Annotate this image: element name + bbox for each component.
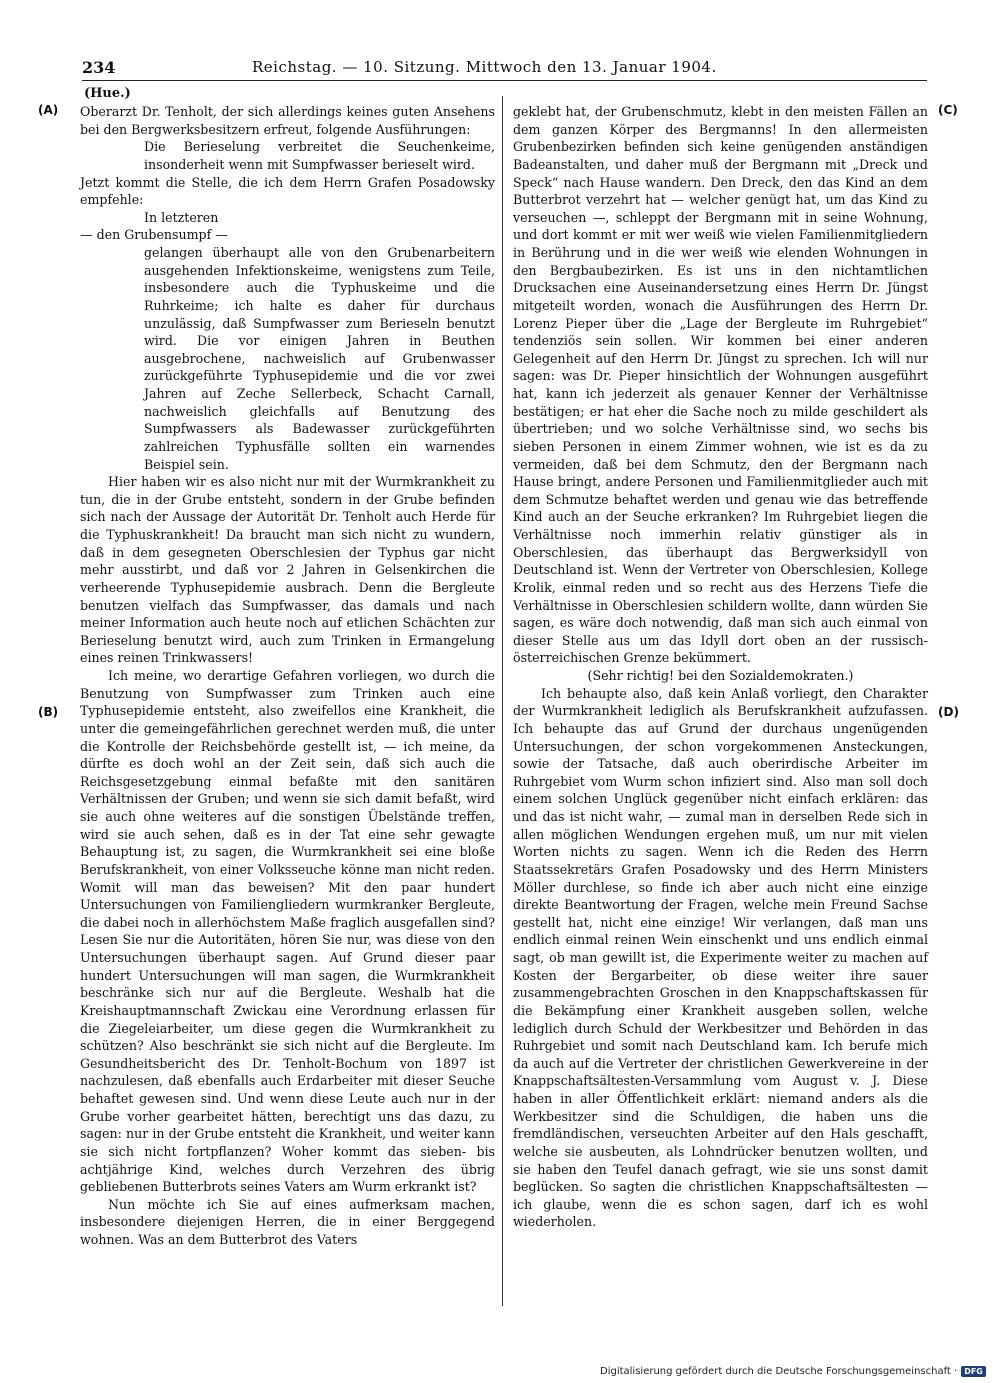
- page-number: 234: [82, 57, 116, 77]
- header-rule: [82, 80, 927, 81]
- right-column: [513, 103, 928, 1231]
- page-header: [82, 56, 998, 78]
- running-title: Reichstag. — 10. Sitzung. Mittwoch den 13. Januar 1904.: [252, 58, 717, 76]
- margin-marker-d: (D): [938, 705, 959, 719]
- footer-credit: [600, 1366, 986, 1377]
- paragraph: In letzteren: [144, 209, 219, 225]
- paragraph: gelangen überhaupt alle von den Grubenarbeitern ausgehenden Infektionskeime, wenigstens zum Teile, insbesondere auch die Typhuskeime und die Ruhrkeime; ich halte es daher für durchaus unzulässig, daß Sumpfwasser zum Berieseln benutzt wird. Die vor einigen Jahren in Beuthen ausgebrochene, nachweislich auf Grubenwasser zurückgeführte Typhusepidemie und die vor zwei Jahren auf Zeche Sellerbeck, Schacht Carnall, nachweislich gleichfalls auf Benutzung des Sumpfwassers als Badewasser zurückgeführten zahlreichen Typhusfälle sollten ein warnendes Beispiel sein.: [144, 245, 495, 472]
- paragraph: Oberarzt Dr. Tenholt, der sich allerdings keines guten Ansehens bei den Bergwerksbesitzern erfreut, folgende Ausführungen:: [80, 104, 495, 137]
- paragraph: Jetzt kommt die Stelle, die ich dem Herrn Grafen Posadowsky empfehle:: [80, 174, 495, 208]
- margin-marker-b: (B): [38, 705, 59, 719]
- speaker-name: (Hue.): [84, 86, 131, 101]
- paragraph: Ich meine, wo derartige Gefahren vorliegen, wo durch die Benutzung von Sumpfwasser zum Trinken auch eine Typhusepidemie entsteht, also zweifellos eine Krankheit, die unter die gemeingefährlichen gerechnet werden muß, die unter die Kontrolle der Reichsbehörde gestellt ist, — ich meine, da dürfte es doch wohl an der Zeit sein, daß sich auch die Reichsgesetzgebung einmal befaßte mit den sanitären Verhältnissen der Gruben; und wenn sie sich damit befaßt, wird sie auch ohne weiteres auf die sonstigen Übelstände treffen, wird sie auch sehen, daß es in der Tat eine sehr gewagte Behauptung ist, zu sagen, die Wurmkrankheit sei eine bloße Berufskrankheit, von einer Volksseuche könne man nicht reden. Womit will man das beweisen? Mit den paar hundert Untersuchungen von Familiengliedern wurmkranker Bergleute, die dabei noch in allerhöchstem Maße fraglich ausgefallen sind? Lesen Sie nur die Autoritäten, hören Sie nur, was diese von den Untersuchungen überhaupt sagen. Auf Grund dieser paar hundert Untersuchungen will man sagen, die Wurmkrankheit beschränke sich nur auf die Bergleute. Weshalb hat die Kreishauptmannschaft Zwickau eine Verordnung erlassen für die Ziegeleiarbeiter, um diese gegen die Wurmkrankheit zu schützen? Also beschränkt sie sich nicht auf die Bergleute. Im Gesundheitsbericht des Dr. Tenholt-Bochum von 1897 ist nachzulesen, daß ebenfalls auch Erdarbeiter mit dieser Seuche behaftet gewesen sind. Und wenn diese Leute auch nur in der Grube vorher gearbeitet hätten, berechtigt uns das dazu, zu sagen: nur in der Grube entsteht die Krankheit, und weiter kann sie sich nicht fortpflanzen? Woher kommt das sieben- bis achtjährige Kind, welches durch Verzehren des übrig gebliebenen Butterbrots seines Vaters am Wurm erkrankt ist?: [80, 668, 495, 1195]
- paragraph: (Sehr richtig! bei den Sozialdemokraten.): [587, 668, 854, 683]
- left-column: [80, 103, 495, 1249]
- paragraph: Ich behaupte also, daß kein Anlaß vorliegt, den Charakter der Wurmkrankheit lediglich als Berufskrankheit aufzufassen. Ich behaupte das auf Grund der durchaus ungenügenden Untersuchungen, der schon vorgekommenen Ansteckungen, sowie der Tatsache, daß auch oberirdische Arbeiter im Ruhrgebiet vom Wurm schon infiziert sind. Also man soll doch einem solchen Unglück gegenüber nicht einfach erklären: das und das ist nicht wahr, — zumal man in derselben Rede sich in allen möglichen Wendungen ergehen muß, um nur mit vielen Worten nichts zu sagen. Wenn ich die Reden des Herrn Staatssekretärs Grafen Posadowsky und des Herrn Ministers Möller durchlese, so finde ich aber auch nicht eine einzige direkte Beantwortung der Fragen, welche mein Freund Sachse gestellt hat, nicht eine einzige! Wir verlangen, daß man uns endlich einmal reinen Wein einschenkt und uns endlich einmal sagt, ob man gewillt ist, die Experimente weiter zu machen auf Kosten der Bergarbeiter, ob diese weiter ihre sauer zusammengebrachten Groschen in den Knappschaftskassen für die Bekämpfung einer Krankheit ausgeben sollen, welche lediglich durch Schuld der Werkbesitzer und Behörden in das Ruhrgebiet und somit nach Deutschland kam. Ich berufe mich da auch auf die Vertreter der christlichen Gewerkvereine in der Knappschaftsältesten-Versammlung vom August v. J. Diese haben in aller Öffentlichkeit erklärt: niemand anders als die Werkbesitzer sind die Schuldigen, die haben uns die fremdländischen, verseuchten Arbeiter auf den Hals geschafft, welche sie ausbeuten, als Lohndrücker benutzen wollten, und sie haben den Teufel danach gefragt, wie sie uns sonst damit beglücken. So sagten die christlichen Knappschaftsältesten — ich glaube, wenn die es schon sagen, darf ich es wohl wiederholen.: [513, 685, 928, 1230]
- footer-text: Digitalisierung gefördert durch die Deutsche Forschungsgemeinschaft ·: [600, 1366, 958, 1377]
- paragraph: — den Grubensumpf —: [80, 227, 228, 243]
- margin-marker-c: (C): [938, 103, 958, 117]
- margin-marker-a: (A): [38, 103, 59, 117]
- dfg-logo: DFG: [961, 1366, 986, 1377]
- paragraph: geklebt hat, der Grubenschmutz, klebt in den meisten Fällen an dem ganzen Körper des Bergmanns! In den allermeisten Grubenbezirken befinden sich keine genügenden anständigen Badeanstalten, und daher muß der Bergmann mit „Dreck und Speck“ nach Hause wandern. Den Dreck, den das Kind an dem Butterbrot verzehrt hat — welcher genügt hat, um das Kind zu verseuchen —, schleppt der Bergmann mit in seine Wohnung, und dort kommt er mit wer weiß wie vielen Familienmitgliedern in Berührung und in die wer weiß wie elenden Wohnungen in den Bergbaubezirken. Es ist uns in den nichtamtlichen Drucksachen eine Auseinandersetzung eines Herrn Dr. Jüngst mitgeteilt worden, wonach die Ausführungen des Herrn Dr. Lorenz Pieper über die „Lage der Bergleute im Ruhrgebiet“ tendenziös sein sollen. Wir kommen bei einer anderen Gelegenheit auf den Herrn Dr. Jüngst zu sprechen. Ich will nur sagen: was Dr. Pieper hinsichtlich der Wohnungen ausgeführt hat, kann ich jederzeit als genauer Kenner der Verhältnisse bestätigen; er hat eher die Sache noch zu milde geschildert als übertrieben; und wo solche Verhältnisse sind, wo sechs bis sieben Personen in einem Zimmer wohnen, wie ist es da zu vermeiden, daß bei dem Schmutz, den der Bergmann nach Hause bringt, andere Personen und Familienmitglieder auch mit dem Schmutze behaftet werden und genau wie das betreffende Kind auch an der Seuche erkranken? Im Ruhrgebiet liegen die Verhältnisse noch immerhin relativ günstiger als in Oberschlesien, das überhaupt das Bergwerksidyll von Deutschland ist. Wenn der Vertreter von Oberschlesien, Kollege Krolik, einmal reden und so recht aus des Herzens Tiefe die Verhältnisse in Oberschlesien schildern wollte, dann würden Sie sagen, es wäre doch notwendig, daß man sich auch einmal von dieser Stelle aus um das Idyll dort oben an der russisch-österreichischen Grenze bekümmert.: [513, 104, 928, 666]
- paragraph: Hier haben wir es also nicht nur mit der Wurmkrankheit zu tun, die in der Grube entsteht, sondern in der Grube befinden sich nach der Aussage der Autorität Dr. Tenholt auch Herde für die Typhuskrankheit! Da braucht man sich nicht zu wundern, daß in dem gesegneten Oberschlesien der Typhus gar nicht mehr ausstirbt, und daß vor 2 Jahren in Gelsenkirchen die verheerende Typhusepidemie ausbrach. Denn die Bergleute benutzen vielfach das Sumpfwasser, das damals und nach meiner Information auch heute noch auf etlichen Schächten zur Berieselung benutzt wird, auch zum Trinken in Ermangelung eines reinen Trinkwassers!: [80, 474, 495, 666]
- column-divider: [502, 96, 503, 1306]
- paragraph: Nun möchte ich Sie auf eines aufmerksam machen, insbesondere diejenigen Herren, die in einer Berggegend wohnen. Was an dem Butterbrot des Vaters: [80, 1196, 495, 1247]
- paragraph: Die Berieselung verbreitet die Seuchenkeime, insonderheit wenn mit Sumpfwasser berieselt wird.: [144, 139, 495, 172]
